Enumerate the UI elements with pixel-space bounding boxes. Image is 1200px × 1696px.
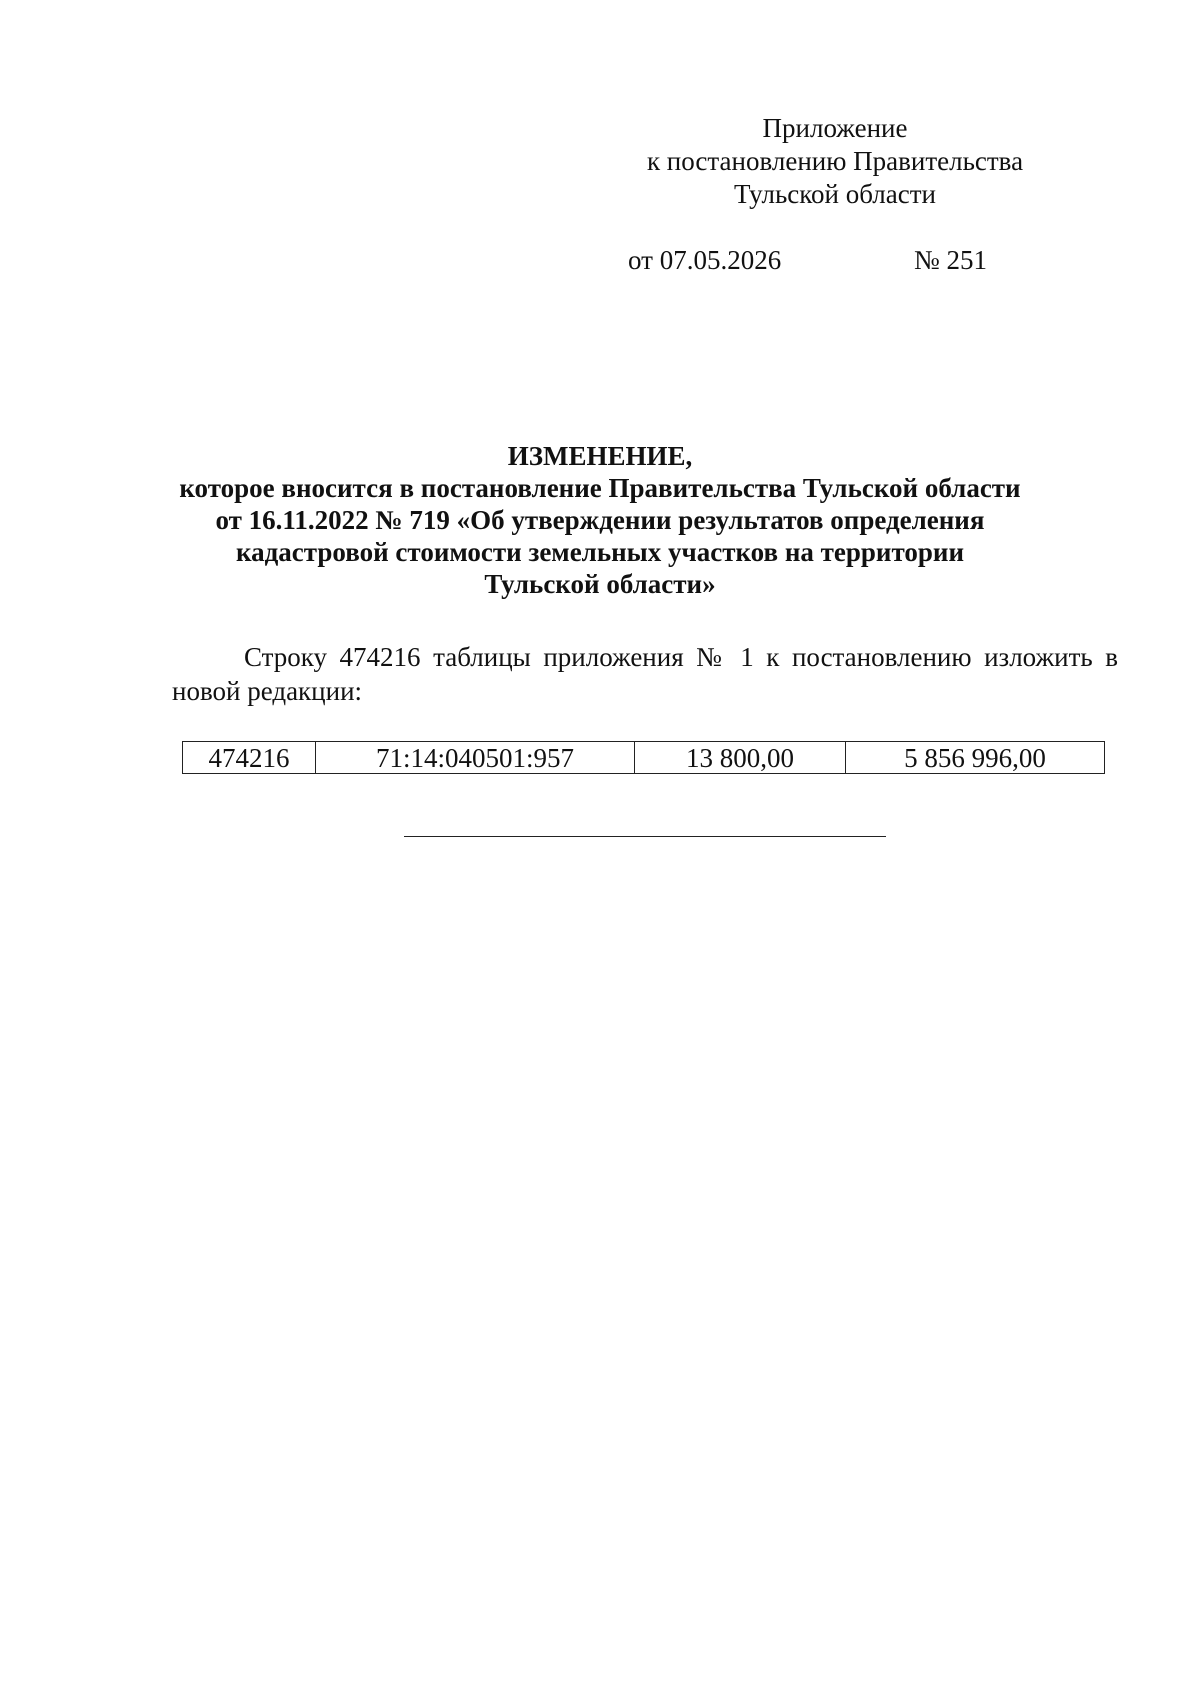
table-cell-row-number: 474216 — [183, 742, 316, 774]
heading-line: кадастровой стоимости земельных участков на территории — [236, 537, 964, 567]
appendix-header — [600, 112, 1070, 211]
document-heading — [150, 440, 1050, 600]
appendix-title: Приложение — [762, 113, 908, 143]
document-date: от 07.05.2026 — [628, 245, 782, 275]
amended-row-table — [182, 741, 1105, 774]
table-cell-area: 13 800,00 — [635, 742, 846, 774]
heading-line: от 16.11.2022 № 719 «Об утверждении результатов определения — [215, 505, 985, 535]
end-divider — [404, 836, 886, 837]
appendix-region: Тульской области — [734, 179, 936, 209]
table-cell-cadastral-value: 5 856 996,00 — [846, 742, 1105, 774]
body-paragraph: Строку 474216 таблицы приложения № 1 к постановлению изложить в новой редакции: — [172, 642, 1118, 706]
table-row — [183, 742, 1105, 774]
heading-line: ИЗМЕНЕНИЕ, — [507, 441, 693, 471]
table-cell-cadastral-number: 71:14:040501:957 — [316, 742, 635, 774]
appendix-reference: к постановлению Правительства — [646, 146, 1024, 176]
heading-line: которое вносится в постановление Правительства Тульской области — [179, 473, 1021, 503]
heading-line: Тульской области» — [484, 569, 716, 599]
document-number: № 251 — [914, 245, 988, 275]
